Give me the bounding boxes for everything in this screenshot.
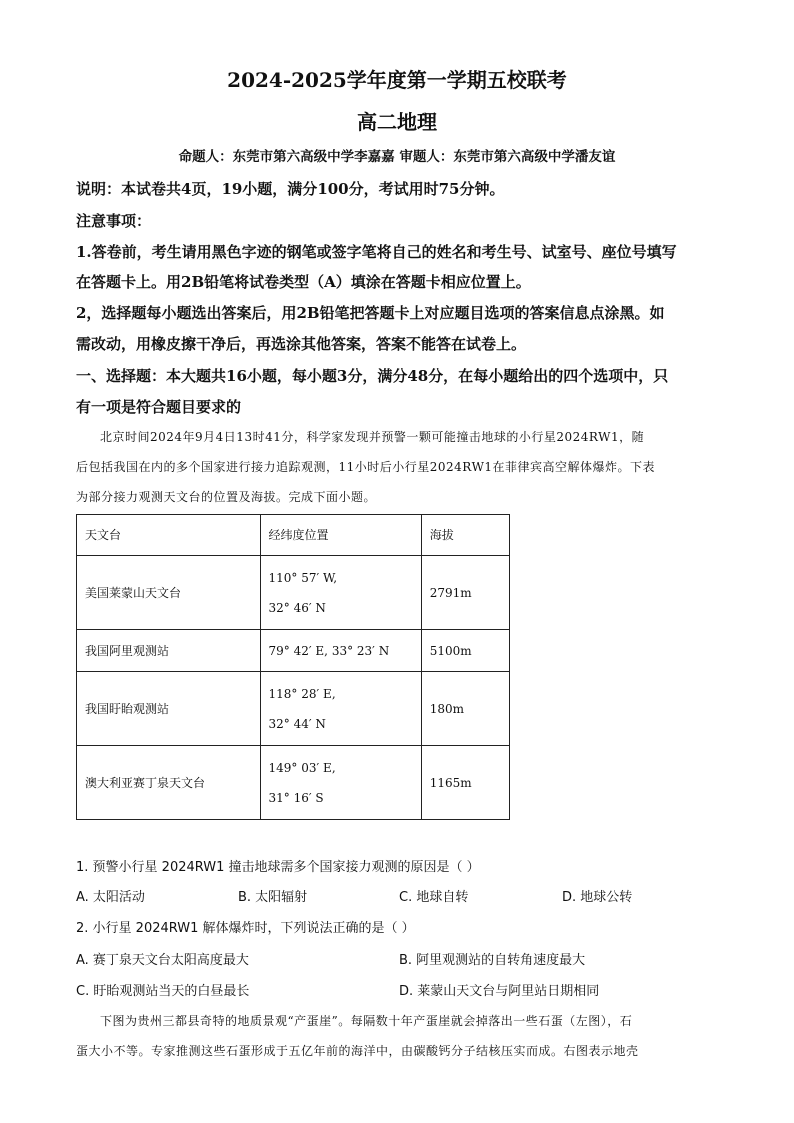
table-header-row <box>77 515 510 556</box>
question-1-option-d[interactable]: D. 地球公转 <box>562 890 633 905</box>
table-row <box>77 556 510 630</box>
question-1-option-a[interactable]: A. 太阳活动 <box>76 890 145 905</box>
instruction-2-line-1: 2，选择题每小题选出答案后，用2B铅笔把答题卡上对应题目选项的答案信息点涂黑。如 <box>76 304 665 322</box>
position-line: 118° 28′ E, <box>268 686 336 701</box>
question-2-stem: 2. 小行星 2024RW1 解体爆炸时，下列说法正确的是（ ） <box>76 921 415 936</box>
instruction-1-line-2: 在答题卡上。用2B铅笔将试卷类型（A）填涂在答题卡相应位置上。 <box>76 273 531 291</box>
position-line: 32° 44′ N <box>268 716 326 731</box>
observatory-altitude: 180m <box>421 672 509 746</box>
question-2-option-c[interactable]: C. 盱眙观测站当天的白昼最长 <box>76 984 250 999</box>
passage-line: 下图为贵州三都县奇特的地质景观“产蛋崖”。每隔数十年产蛋崖就会掉落出一些石蛋（左图），石 <box>100 1014 633 1028</box>
question-2-option-b[interactable]: B. 阿里观测站的自转角速度最大 <box>399 953 586 968</box>
section-heading-line-2: 有一项是符合题目要求的 <box>76 398 242 416</box>
instruction-2-line-2: 需改动，用橡皮擦干净后，再选涂其他答案，答案不能答在试卷上。 <box>76 335 527 353</box>
passage-line: 后包括我国在内的多个国家进行接力追踪观测，11小时后小行星2024RW1在菲律宾高空解体爆炸。下表 <box>76 460 656 474</box>
exam-note: 说明：本试卷共4页，19小题，满分100分，考试用时75分钟。 <box>76 180 505 198</box>
table-header-cell: 海拔 <box>421 515 509 556</box>
position-line: 32° 46′ N <box>268 600 326 615</box>
question-2-option-a[interactable]: A. 赛丁泉天文台太阳高度最大 <box>76 953 249 968</box>
table-header-cell: 天文台 <box>77 515 261 556</box>
table-row <box>77 746 510 820</box>
passage-asteroid <box>76 422 724 512</box>
position-line: 110° 57′ W, <box>268 570 338 585</box>
position-line: 149° 03′ E, <box>268 760 336 775</box>
question-1-stem: 1. 预警小行星 2024RW1 撞击地球需多个国家接力观测的原因是（ ） <box>76 860 480 875</box>
question-1-option-b[interactable]: B. 太阳辐射 <box>238 890 308 905</box>
observatory-altitude: 5100m <box>421 630 509 672</box>
table-row <box>77 672 510 746</box>
observatory-position <box>260 556 421 630</box>
question-2-option-d[interactable]: D. 莱蒙山天文台与阿里站日期相同 <box>399 984 600 999</box>
passage-stone-eggs <box>76 1006 724 1066</box>
passage-line: 为部分接力观测天文台的位置及海拔。完成下面小题。 <box>76 490 377 504</box>
position-line: 31° 16′ S <box>268 790 324 805</box>
observatory-altitude: 2791m <box>421 556 509 630</box>
question-1-option-c[interactable]: C. 地球自转 <box>399 890 469 905</box>
attention-heading: 注意事项： <box>76 212 152 230</box>
subject-title: 高二地理 <box>357 110 437 134</box>
observatory-name: 美国莱蒙山天文台 <box>77 556 261 630</box>
observatory-position <box>260 672 421 746</box>
observatory-position <box>260 746 421 820</box>
observatory-position: 79° 42′ E, 33° 23′ N <box>260 630 421 672</box>
passage-line: 北京时间2024年9月4日13时41分，科学家发现并预警一颗可能撞击地球的小行星2024RW1，随 <box>100 430 645 444</box>
passage-line: 蛋大小不等。专家推测这些石蛋形成于五亿年前的海洋中，由碳酸钙分子结核压实而成。右图表示地壳 <box>76 1044 639 1058</box>
observatory-table <box>76 514 510 820</box>
observatory-name: 我国阿里观测站 <box>77 630 261 672</box>
section-heading-line-1: 一、选择题：本大题共16小题，每小题3分，满分48分，在每小题给出的四个选项中，只 <box>76 367 669 385</box>
observatory-name: 我国盱眙观测站 <box>77 672 261 746</box>
observatory-name: 澳大利亚赛丁泉天文台 <box>77 746 261 820</box>
table-header-cell: 经纬度位置 <box>260 515 421 556</box>
observatory-altitude: 1165m <box>421 746 509 820</box>
instruction-1-line-1: 1.答卷前，考生请用黑色字迹的钢笔或签字笔将自己的姓名和考生号、试室号、座位号填写 <box>76 243 677 261</box>
authors-line: 命题人：东莞市第六高级中学李嘉嘉 审题人：东莞市第六高级中学潘友谊 <box>178 149 616 165</box>
exam-title: 2024-2025学年度第一学期五校联考 <box>227 68 567 92</box>
table-row <box>77 630 510 672</box>
